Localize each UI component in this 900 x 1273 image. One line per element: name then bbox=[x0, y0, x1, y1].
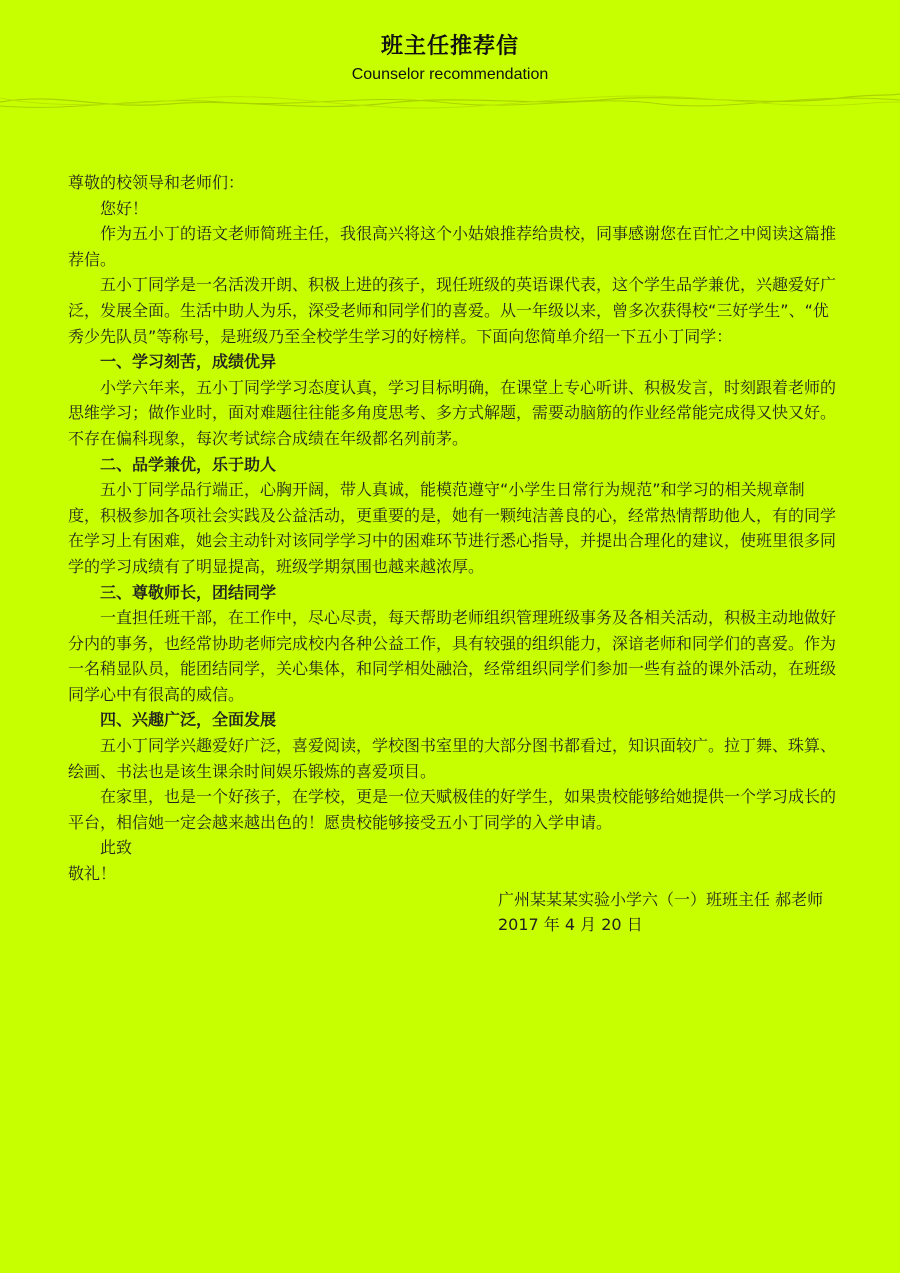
section-body-respect: 一直担任班干部，在工作中，尽心尽责，每天帮助老师组织管理班级事务及各相关活动，积极主动地做好分内的事务，也经常协助老师完成校内各种公益工作，具有较强的组织能力，深谙老师和同学们的喜爱。作为一名稍显队员，能团结同学，关心集体，和同学相处融洽，经常组织同学们参加一些有益的课外活动，在班级同学心中有很高的威信。 bbox=[68, 608, 837, 704]
page-title: 班主任推荐信 bbox=[380, 34, 519, 59]
section-heading-respect: 三、尊敬师长，团结同学 bbox=[100, 582, 277, 602]
signature-block bbox=[498, 887, 836, 938]
letter-header bbox=[0, 30, 900, 86]
intro-paragraph: 作为五小丁的语文老师简班主任，我很高兴将这个小姑娘推荐给贵校，同事感谢您在百忙之中阅读这篇推荐信。 bbox=[68, 224, 837, 269]
section-heading-study: 一、学习刻苦，成绩优异 bbox=[100, 352, 277, 372]
closing-paragraph: 在家里，也是一个好孩子，在学校，更是一位天赋极佳的好学生，如果贵校能够给她提供一个学习成长的平台，相信她一定会越来越出色的！愿贵校能够接受五小丁同学的入学申请。 bbox=[68, 787, 837, 832]
wave-line-1 bbox=[0, 94, 900, 107]
section-body-character: 五小丁同学品行端正，心胸开阔，带人真诚，能模范遵守“小学生日常行为规范”和学习的相关规章制度，积极参加各项社会实践及公益活动，更重要的是，她有一颗纯洁善良的心，经常热情帮助他人，有的同学在学习上有困难，她会主动针对该同学学习中的困难环节进行悉心指导，并提出合理化的建议，使班里很多同学的学习成绩有了明显提高，班级学期氛围也越来越浓厚。 bbox=[68, 480, 837, 576]
signature-date: 2017 年 4 月 20 日 bbox=[498, 915, 643, 935]
signature-name: 广州某某某实验小学六（一）班班主任 郝老师 bbox=[498, 889, 824, 909]
page-subtitle: Counselor recommendation bbox=[351, 66, 549, 83]
section-body-study: 小学六年来，五小丁同学学习态度认真，学习目标明确，在课堂上专心听讲、积极发言，时刻跟着老师的思维学习；做作业时，面对难题往往能多角度思考、多方式解题，需要动脑筋的作业经常能完成得又快又好。不存在偏科现象，每次考试综合成绩在年级都名列前茅。 bbox=[68, 377, 837, 448]
letter-body bbox=[68, 170, 836, 938]
greeting: 您好！ bbox=[100, 198, 149, 218]
section-body-interests: 五小丁同学兴趣爱好广泛，喜爱阅读，学校图书室里的大部分图书都看过，知识面较广。拉丁舞、珠算、绘画、书法也是该生课余时间娱乐锻炼的喜爱项目。 bbox=[68, 736, 837, 781]
salutation: 尊敬的校领导和老师们： bbox=[68, 173, 245, 192]
section-heading-interests: 四、兴趣广泛，全面发展 bbox=[100, 710, 277, 730]
decorative-wave-lines bbox=[0, 82, 900, 122]
student-overview-paragraph: 五小丁同学是一名活泼开朗、积极上进的孩子，现任班级的英语课代表，这个学生品学兼优，兴趣爱好广泛，发展全面。生活中助人为乐，深受老师和同学们的喜爱。从一年级以来，曾多次获得校“三好学生”、“优秀少先队员”等称号，是班级乃至全校学生学习的好榜样。下面向您简单介绍一下五小丁同学： bbox=[68, 275, 837, 346]
section-heading-character: 二、品学兼优，乐于助人 bbox=[100, 454, 277, 474]
closing-regards-2: 敬礼！ bbox=[68, 864, 117, 884]
closing-regards-1: 此致 bbox=[100, 838, 133, 858]
